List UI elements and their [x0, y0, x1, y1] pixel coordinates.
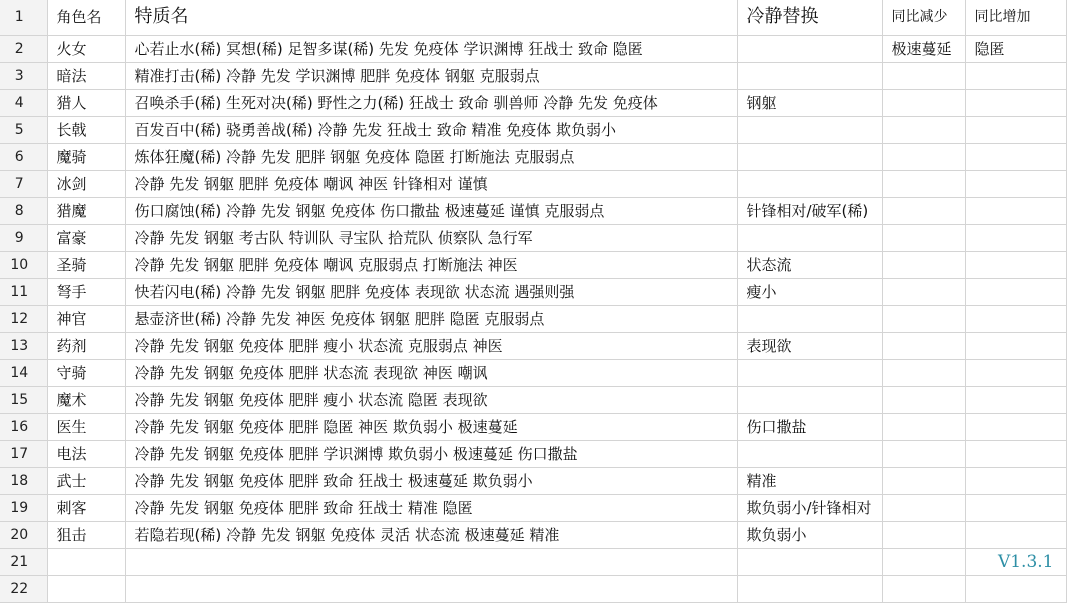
trait-list-cell[interactable]: 炼体狂魔(稀) 冷静 先发 肥胖 钢躯 免疫体 隐匿 打断施法 克服弱点 [125, 143, 737, 170]
role-name-cell[interactable]: 弩手 [47, 278, 125, 305]
table-row [0, 251, 1066, 278]
header-yoy-increase[interactable]: 同比增加 [965, 0, 1066, 35]
role-name-cell[interactable]: 武士 [47, 467, 125, 494]
calm-replacement-cell[interactable]: 钢躯 [737, 89, 882, 116]
role-name-cell[interactable]: 神官 [47, 305, 125, 332]
table-row [0, 89, 1066, 116]
calm-replacement-cell[interactable] [737, 143, 882, 170]
yoy-decrease-cell[interactable] [882, 143, 965, 170]
yoy-increase-cell[interactable] [965, 305, 1066, 332]
row-number: 12 [0, 305, 47, 332]
yoy-decrease-cell[interactable] [882, 386, 965, 413]
row-number: 5 [0, 116, 47, 143]
header-yoy-decrease[interactable]: 同比减少 [882, 0, 965, 35]
yoy-increase-cell[interactable] [965, 197, 1066, 224]
row-number: 18 [0, 467, 47, 494]
row-number: 19 [0, 494, 47, 521]
row-number: 21 [0, 548, 47, 575]
role-name-cell[interactable]: 猎人 [47, 89, 125, 116]
yoy-decrease-cell[interactable] [882, 89, 965, 116]
table-row [0, 197, 1066, 224]
table-row [0, 386, 1066, 413]
table-row-empty [0, 548, 1066, 575]
table-row [0, 278, 1066, 305]
table-row [0, 170, 1066, 197]
calm-replacement-cell[interactable] [737, 116, 882, 143]
role-name-cell[interactable]: 医生 [47, 413, 125, 440]
yoy-increase-cell[interactable] [965, 413, 1066, 440]
trait-list-cell[interactable]: 冷静 先发 钢躯 免疫体 肥胖 学识渊博 欺负弱小 极速蔓延 伤口撒盐 [125, 440, 737, 467]
empty-cell[interactable] [882, 575, 965, 602]
role-name-cell[interactable]: 长戟 [47, 116, 125, 143]
row-number: 6 [0, 143, 47, 170]
yoy-decrease-cell[interactable] [882, 467, 965, 494]
row-number: 15 [0, 386, 47, 413]
role-name-cell[interactable]: 魔骑 [47, 143, 125, 170]
role-name-cell[interactable]: 冰剑 [47, 170, 125, 197]
yoy-increase-cell[interactable] [965, 116, 1066, 143]
trait-list-cell[interactable]: 冷静 先发 钢躯 考古队 特训队 寻宝队 拾荒队 侦察队 急行军 [125, 224, 737, 251]
empty-cell[interactable] [965, 575, 1066, 602]
header-role-name[interactable]: 角色名 [47, 0, 125, 35]
empty-cell[interactable] [47, 575, 125, 602]
yoy-decrease-cell[interactable] [882, 494, 965, 521]
trait-list-cell[interactable]: 冷静 先发 钢躯 免疫体 肥胖 隐匿 神医 欺负弱小 极速蔓延 [125, 413, 737, 440]
yoy-increase-cell[interactable] [965, 62, 1066, 89]
row-number: 7 [0, 170, 47, 197]
yoy-decrease-cell[interactable] [882, 62, 965, 89]
calm-replacement-cell[interactable] [737, 386, 882, 413]
role-name-cell[interactable]: 魔术 [47, 386, 125, 413]
row-number: 16 [0, 413, 47, 440]
version-label: V1.3.1 [965, 548, 1066, 575]
yoy-decrease-cell[interactable] [882, 278, 965, 305]
yoy-decrease-cell[interactable] [882, 332, 965, 359]
trait-list-cell[interactable]: 冷静 先发 钢躯 免疫体 肥胖 致命 狂战士 精准 隐匿 [125, 494, 737, 521]
yoy-increase-cell[interactable] [965, 494, 1066, 521]
table-row [0, 332, 1066, 359]
role-name-cell[interactable]: 富豪 [47, 224, 125, 251]
trait-list-cell[interactable]: 冷静 先发 钢躯 免疫体 肥胖 致命 狂战士 极速蔓延 欺负弱小 [125, 467, 737, 494]
yoy-increase-cell[interactable] [965, 224, 1066, 251]
role-name-cell[interactable]: 药剂 [47, 332, 125, 359]
yoy-decrease-cell[interactable]: 极速蔓延 [882, 35, 965, 62]
row-number: 3 [0, 62, 47, 89]
yoy-increase-cell[interactable] [965, 278, 1066, 305]
trait-list-cell[interactable]: 冷静 先发 钢躯 肥胖 免疫体 嘲讽 克服弱点 打断施法 神医 [125, 251, 737, 278]
header-row [0, 0, 1066, 35]
role-name-cell[interactable]: 守骑 [47, 359, 125, 386]
row-number: 20 [0, 521, 47, 548]
calm-replacement-cell[interactable] [737, 359, 882, 386]
yoy-increase-cell[interactable] [965, 521, 1066, 548]
calm-replacement-cell[interactable]: 状态流 [737, 251, 882, 278]
trait-list-cell[interactable]: 精准打击(稀) 冷静 先发 学识渊博 肥胖 免疫体 钢躯 克服弱点 [125, 62, 737, 89]
yoy-decrease-cell[interactable] [882, 116, 965, 143]
table-row-empty [0, 575, 1066, 602]
trait-list-cell[interactable]: 冷静 先发 钢躯 免疫体 肥胖 状态流 表现欲 神医 嘲讽 [125, 359, 737, 386]
role-name-cell[interactable]: 火女 [47, 35, 125, 62]
trait-list-cell[interactable]: 百发百中(稀) 骁勇善战(稀) 冷静 先发 狂战士 致命 精准 免疫体 欺负弱小 [125, 116, 737, 143]
row-number: 13 [0, 332, 47, 359]
table-row [0, 413, 1066, 440]
table-row [0, 494, 1066, 521]
row-number: 22 [0, 575, 47, 602]
table-row [0, 359, 1066, 386]
empty-cell[interactable] [125, 575, 737, 602]
calm-replacement-cell[interactable] [737, 440, 882, 467]
table-row [0, 35, 1066, 62]
yoy-increase-cell[interactable] [965, 359, 1066, 386]
yoy-decrease-cell[interactable] [882, 251, 965, 278]
calm-replacement-cell[interactable] [737, 224, 882, 251]
empty-cell[interactable] [737, 548, 882, 575]
table-row [0, 143, 1066, 170]
role-name-cell[interactable]: 暗法 [47, 62, 125, 89]
yoy-increase-cell[interactable] [965, 467, 1066, 494]
header-calm-replacement[interactable]: 冷静替换 [737, 0, 882, 35]
trait-list-cell[interactable]: 冷静 先发 钢躯 肥胖 免疫体 嘲讽 神医 针锋相对 谨慎 [125, 170, 737, 197]
empty-cell[interactable] [125, 548, 737, 575]
calm-replacement-cell[interactable] [737, 305, 882, 332]
yoy-decrease-cell[interactable] [882, 440, 965, 467]
table-row [0, 440, 1066, 467]
table-row [0, 467, 1066, 494]
row-number: 17 [0, 440, 47, 467]
calm-replacement-cell[interactable]: 表现欲 [737, 332, 882, 359]
yoy-increase-cell[interactable] [965, 251, 1066, 278]
table-row [0, 224, 1066, 251]
calm-replacement-cell[interactable]: 瘦小 [737, 278, 882, 305]
yoy-decrease-cell[interactable] [882, 305, 965, 332]
calm-replacement-cell[interactable]: 伤口撒盐 [737, 413, 882, 440]
yoy-decrease-cell[interactable] [882, 170, 965, 197]
calm-replacement-cell[interactable] [737, 62, 882, 89]
trait-list-cell[interactable]: 伤口腐蚀(稀) 冷静 先发 钢躯 免疫体 伤口撒盐 极速蔓延 谨慎 克服弱点 [125, 197, 737, 224]
role-name-cell[interactable]: 电法 [47, 440, 125, 467]
yoy-increase-cell[interactable]: 隐匿 [965, 35, 1066, 62]
table-row [0, 521, 1066, 548]
table-row [0, 116, 1066, 143]
yoy-decrease-cell[interactable] [882, 413, 965, 440]
yoy-decrease-cell[interactable] [882, 521, 965, 548]
row-number: 4 [0, 89, 47, 116]
trait-list-cell[interactable]: 若隐若现(稀) 冷静 先发 钢躯 免疫体 灵活 状态流 极速蔓延 精准 [125, 521, 737, 548]
row-number: 14 [0, 359, 47, 386]
role-name-cell[interactable]: 圣骑 [47, 251, 125, 278]
trait-list-cell[interactable]: 心若止水(稀) 冥想(稀) 足智多谋(稀) 先发 免疫体 学识渊博 狂战士 致命 隐匿 [125, 35, 737, 62]
yoy-increase-cell[interactable] [965, 143, 1066, 170]
yoy-decrease-cell[interactable] [882, 197, 965, 224]
row-number: 1 [0, 0, 47, 35]
row-number: 8 [0, 197, 47, 224]
calm-replacement-cell[interactable]: 精准 [737, 467, 882, 494]
yoy-increase-cell[interactable] [965, 170, 1066, 197]
row-number: 10 [0, 251, 47, 278]
empty-cell[interactable] [737, 575, 882, 602]
role-name-cell[interactable]: 狙击 [47, 521, 125, 548]
role-name-cell[interactable]: 猎魔 [47, 197, 125, 224]
row-number: 2 [0, 35, 47, 62]
calm-replacement-cell[interactable] [737, 35, 882, 62]
trait-list-cell[interactable]: 悬壶济世(稀) 冷静 先发 神医 免疫体 钢躯 肥胖 隐匿 克服弱点 [125, 305, 737, 332]
trait-list-cell[interactable]: 冷静 先发 钢躯 免疫体 肥胖 瘦小 状态流 克服弱点 神医 [125, 332, 737, 359]
calm-replacement-cell[interactable]: 欺负弱小 [737, 521, 882, 548]
yoy-increase-cell[interactable] [965, 332, 1066, 359]
trait-list-cell[interactable]: 快若闪电(稀) 冷静 先发 钢躯 肥胖 免疫体 表现欲 状态流 遇强则强 [125, 278, 737, 305]
header-trait-name[interactable]: 特质名 [125, 0, 737, 35]
calm-replacement-cell[interactable]: 针锋相对/破军(稀) [737, 197, 882, 224]
role-name-cell[interactable]: 刺客 [47, 494, 125, 521]
trait-list-cell[interactable]: 冷静 先发 钢躯 免疫体 肥胖 瘦小 状态流 隐匿 表现欲 [125, 386, 737, 413]
empty-cell[interactable] [47, 548, 125, 575]
calm-replacement-cell[interactable] [737, 170, 882, 197]
yoy-increase-cell[interactable] [965, 386, 1066, 413]
yoy-increase-cell[interactable] [965, 440, 1066, 467]
row-number: 11 [0, 278, 47, 305]
table-row [0, 62, 1066, 89]
empty-cell[interactable] [882, 548, 965, 575]
table-row [0, 305, 1066, 332]
calm-replacement-cell[interactable]: 欺负弱小/针锋相对 [737, 494, 882, 521]
yoy-decrease-cell[interactable] [882, 224, 965, 251]
yoy-decrease-cell[interactable] [882, 359, 965, 386]
trait-list-cell[interactable]: 召唤杀手(稀) 生死对决(稀) 野性之力(稀) 狂战士 致命 驯兽师 冷静 先发 免疫体 [125, 89, 737, 116]
row-number: 9 [0, 224, 47, 251]
yoy-increase-cell[interactable] [965, 89, 1066, 116]
